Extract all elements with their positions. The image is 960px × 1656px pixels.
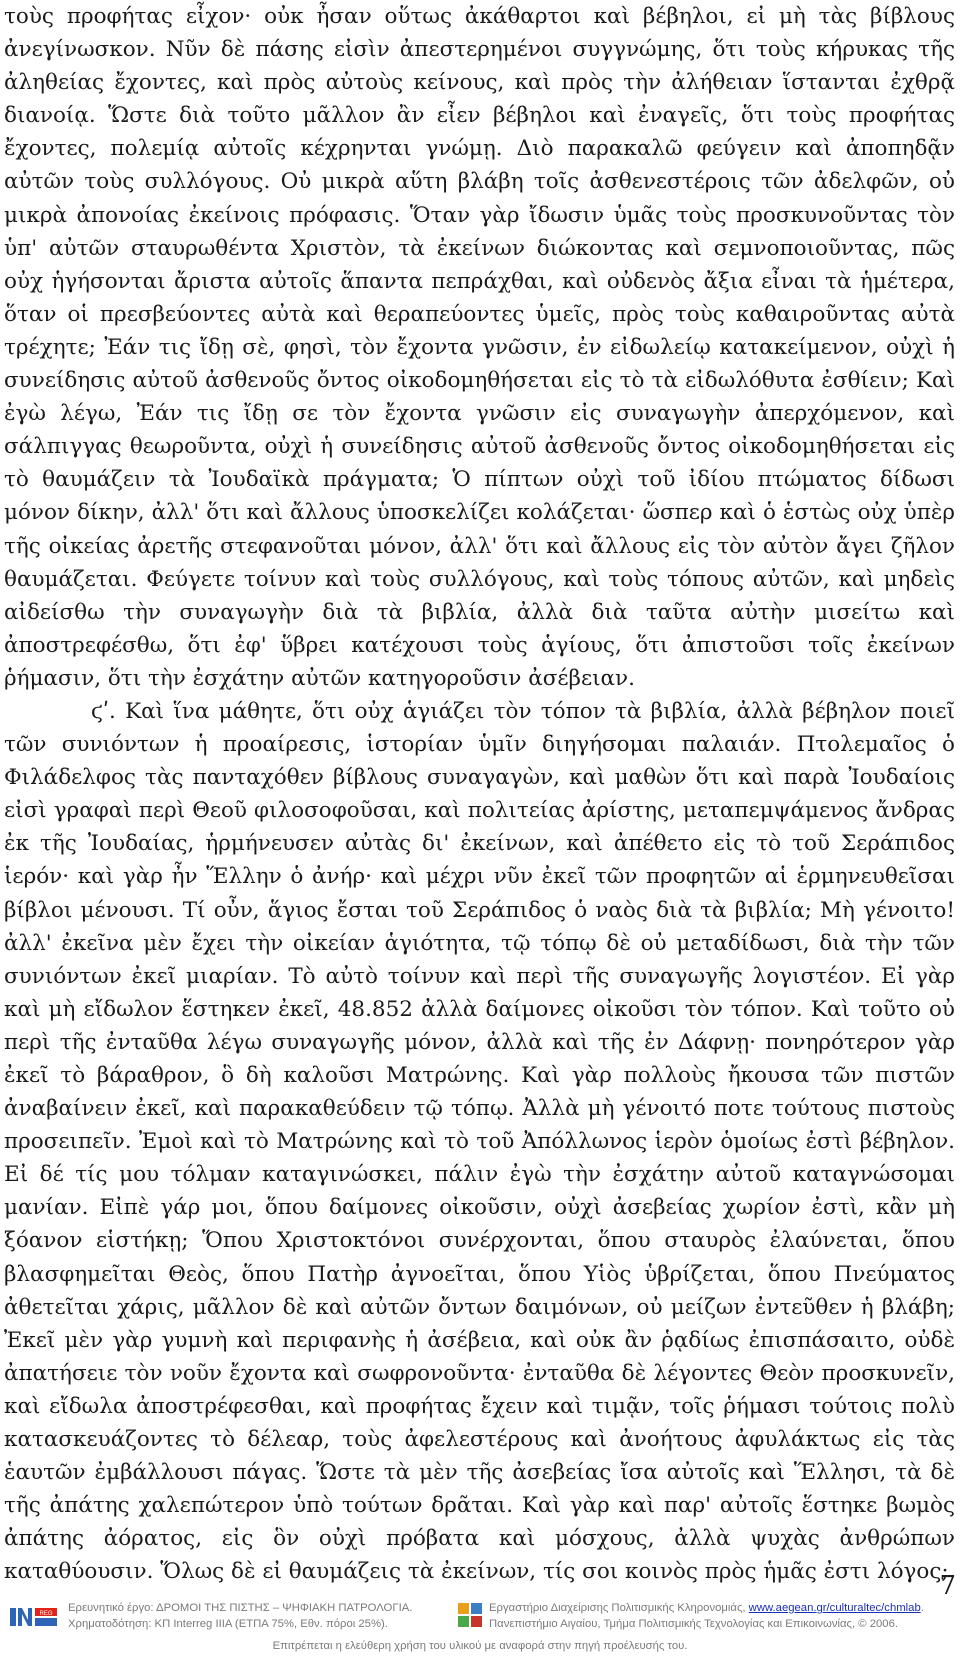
footer-university: Πανεπιστήμιο Αιγαίου, Τμήμα Πολιτισμικής Τεχνολογίας και Επικοινωνίας, © 2006.: [489, 1618, 898, 1630]
footer-project-title: Ερευνητικό έργο: ΔΡΟΜΟΙ ΤΗΣ ΠΙΣΤΗΣ – ΨΗΦΙΑΚΗ ΠΑΤΡΟΛΟΓΙΑ.: [68, 1602, 413, 1614]
footer-funding: Χρηματοδότηση: ΚΠ Interreg IIIA (ΕΤΠΑ 75%, Εθν. πόροι 25%).: [68, 1618, 388, 1630]
footer-lab-name: Εργαστήριο Διαχείρισης Πολιτισμικής Κληρονομιάς,: [489, 1602, 746, 1614]
page-number: 7: [939, 1571, 956, 1601]
document-body: [4, 0, 955, 1589]
footer-lab-suffix: .: [920, 1602, 924, 1614]
lab-website-link[interactable]: www.aegean.gr/culturaltec/chmlab: [748, 1602, 921, 1614]
footer-lab-text: [489, 1600, 924, 1632]
footer-usage-notice: Επιτρέπεται η ελεύθερη χρήση του υλικού με αναφορά στην πηγή προέλευσής του.: [272, 1640, 688, 1652]
interreg-logo-icon: [8, 1604, 60, 1630]
svg-text:REG: REG: [39, 1611, 53, 1617]
footer-project-credit: [8, 1600, 448, 1636]
laboratory-logo-icon: [457, 1602, 483, 1628]
paragraph-continuation: τοὺς προφήτας εἶχον· οὐκ ἦσαν οὕτως ἀκάθαρτοι καὶ βέβηλοι, εἰ μὴ τὰς βίβλους ἀνεγίνωσκον. Νῦν δὲ πάσης εἰσὶν ἀπεστερημένοι συγγνώμης, ὅτι τοὺς κήρυκας τῆς ἀληθείας ἔχοντες, καὶ πρὸς αὐτοὺς κείνους, καὶ πρὸς τὴν ἀλήθειαν ἵστανται ἐχθρᾷ διανοίᾳ. Ὥστε διὰ τοῦτο μᾶλλον ἂν εἶεν βέβηλοι καὶ ἐναγεῖς, ὅτι τοὺς προφήτας ἔχοντες, πολεμίᾳ αὐτοῖς κέχρηνται γνώμῃ. Διὸ παρακαλῶ φεύγειν καὶ ἀποπηδᾷν αὐτῶν τοὺς συλλόγους. Οὐ μικρὰ αὕτη βλάβη τοῖς ἀσθενεστέροις τῶν ἀδελφῶν, οὐ μικρὰ ἀπονοίας ἐκείνοις πρόφασις. Ὅταν γὰρ ἴδωσιν ὑμᾶς τοὺς προσκυνοῦντας τὸν ὑπ' αὐτῶν σταυρωθέντα Χριστὸν, τὰ ἐκείνων διώκοντας καὶ σεμνοποιοῦντας, πῶς οὐχ ἡγήσονται ἄριστα αὐτοῖς ἅπαντα πεπράχθαι, καὶ οὐδενὸς ἄξια εἶναι τὰ ἡμέτερα, ὅταν οἱ πρεσβεύοντες αὐτὰ καὶ θεραπεύοντες ὑμεῖς, πρὸς τοὺς καθαιροῦντας αὐτὰ τρέχητε; Ἐάν τις ἴδῃ σὲ, φησὶ, τὸν ἔχοντα γνῶσιν, ἐν εἰδωλείῳ κατακείμενον, οὐχὶ ἡ συνείδησις αὐτοῦ ἀσθενοῦς ὄντος οἰκοδομηθήσεται εἰς τὸ τὰ εἰδωλόθυτα ἐσθίειν; Καὶ ἐγὼ λέγω, Ἐάν τις ἴδῃ σε τὸν ἔχοντα γνῶσιν εἰς συναγωγὴν ἀπερχόμενον, καὶ σάλπιγγας θεωροῦντα, οὐχὶ ἡ συνείδησις αὐτοῦ ἀσθενοῦς ὄντος οἰκοδομηθήσεται εἰς τὸ θαυμάζειν τὰ Ἰουδαϊκὰ πράγματα; Ὁ πίπτων οὐχὶ τοῦ ἰδίου πτώματος δίδωσι μόνον δίκην, ἀλλ' ὅτι καὶ ἄλλους ὑποσκελίζει κολάζεται· ὥσπερ καὶ ὁ ἑστὼς οὐχ ὑπὲρ τῆς οἰκείας ἀρετῆς στεφανοῦται μόνον, ἀλλ' ὅτι καὶ ἄλλους εἰς τὸν αὐτὸν ἄγει ζῆλον θαυμάζεται. Φεύγετε τοίνυν καὶ τοὺς συλλόγους, καὶ τοὺς τόπους αὐτῶν, καὶ μηδεὶς αἰδείσθω τὴν συναγωγὴν διὰ τὰ βιβλία, ἀλλὰ διὰ ταῦτα αὐτὴν μισείτω καὶ ἀποστρεφέσθω, ὅτι ἐφ' ὕβρει κατέχουσι τοὺς ἁγίους, ὅτι ἀπιστοῦσι τοῖς ἐκείνων ῥήμασιν, ὅτι τὴν ἐσχάτην αὐτῶν κατηγοροῦσιν ἀσέβειαν.: [4, 4, 955, 691]
footer-project-text: [68, 1600, 412, 1632]
footer-lab-credit: [457, 1600, 960, 1636]
footer-lab-line: [489, 1600, 924, 1616]
page-footer: [0, 1598, 960, 1656]
paragraph-section-6: ϛʹ. Καὶ ἵνα μάθητε, ὅτι οὐχ ἁγιάζει τὸν τόπον τὰ βιβλία, ἀλλὰ βέβηλον ποιεῖ τῶν συνιόντων ἡ προαίρεσις, ἱστορίαν ὑμῖν διηγήσομαι παλαιάν. Πτολεμαῖος ὁ Φιλάδελφος τὰς πανταχόθεν βίβλους συναγαγὼν, καὶ μαθὼν ὅτι καὶ παρὰ Ἰουδαίοις εἰσὶ γραφαὶ περὶ Θεοῦ φιλοσοφοῦσαι, καὶ πολιτείας ἀρίστης, μεταπεμψάμενος ἄνδρας ἐκ τῆς Ἰουδαίας, ἡρμήνευσεν αὐτὰς δι' ἐκείνων, καὶ ἀπέθετο εἰς τὸ τοῦ Σεράπιδος ἱερόν· καὶ γὰρ ἦν Ἕλλην ὁ ἀνήρ· καὶ μέχρι νῦν ἐκεῖ τῶν προφητῶν αἱ ἑρμηνευθεῖσαι βίβλοι μένουσι. Τί οὖν, ἅγιος ἔσται τοῦ Σεράπιδος ὁ ναὸς διὰ τὰ βιβλία; Μὴ γένοιτο! ἀλλ' ἐκεῖνα μὲν ἔχει τὴν οἰκείαν ἁγιότητα, τῷ τόπῳ δὲ οὐ μεταδίδωσι, διὰ τὴν τῶν συνιόντων ἐκεῖ μιαρίαν. Τὸ αὐτὸ τοίνυν καὶ περὶ τῆς συναγωγῆς λογιστέον. Εἰ γὰρ καὶ μὴ εἴδωλον ἕστηκεν ἐκεῖ, 48.852 ἀλλὰ δαίμονες οἰκοῦσι τὸν τόπον. Καὶ τοῦτο οὐ περὶ τῆς ἐνταῦθα λέγω συναγωγῆς μόνον, ἀλλὰ καὶ τῆς ἐν Δάφνῃ· πονηρότερον γὰρ ἐκεῖ τὸ βάραθρον, ὃ δὴ καλοῦσι Ματρώνης. Καὶ γὰρ πολλοὺς ἤκουσα τῶν πιστῶν ἀναβαίνειν ἐκεῖ, καὶ παρακαθεύδειν τῷ τόπῳ. Ἀλλὰ μὴ γένοιτό ποτε τούτους πιστοὺς προσειπεῖν. Ἐμοὶ καὶ τὸ Ματρώνης καὶ τὸ τοῦ Ἀπόλλωνος ἱερὸν ὁμοίως ἐστὶ βέβηλον. Εἰ δέ τίς μου τόλμαν καταγινώσκει, πάλιν ἐγὼ τὴν ἐσχάτην αὐτοῦ καταγνώσομαι μανίαν. Εἰπὲ γάρ μοι, ὅπου δαίμονες οἰκοῦσιν, οὐχὶ ἀσεβείας χωρίον ἐστὶ, κἂν μὴ ξόανον εἱστήκῃ; Ὅπου Χριστοκτόνοι συνέρχονται, ὅπου σταυρὸς ἐλαύνεται, ὅπου βλασφημεῖται Θεὸς, ὅπου Πατὴρ ἀγνοεῖται, ὅπου Υἱὸς ὑβρίζεται, ὅπου Πνεύματος ἀθετεῖται χάρις, μᾶλλον δὲ καὶ αὐτῶν ὄντων δαιμόνων, οὐ μείζων ἐντεῦθεν ἡ βλάβη; Ἐκεῖ μὲν γὰρ γυμνὴ καὶ περιφανὴς ἡ ἀσέβεια, καὶ οὐκ ἂν ῥᾳδίως ἐπισπάσαιτο, οὐδὲ ἀπατήσειε τὸν νοῦν ἔχοντα καὶ σωφρονοῦντα· ἐνταῦθα δὲ λέγοντες Θεὸν προσκυνεῖν, καὶ εἴδωλα ἀποστρέφεσθαι, καὶ προφήτας ἔχειν καὶ τιμᾷν, τοῖς ῥήμασι τούτοις πολὺ κατασκευάζοντες τὸ δέλεαρ, τοὺς ἀφελεστέρους καὶ ἀνοήτους ἀφυλάκτως εἰς τὰς ἑαυτῶν ἐμβάλλουσι πάγας. Ὥστε τὰ μὲν τῆς ἀσεβείας ἴσα αὐτοῖς καὶ Ἕλλησι, τὰ δὲ τῆς ἀπάτης χαλεπώτερον ὑπὸ τούτων δρᾶται. Καὶ γὰρ καὶ παρ' αὐτοῖς ἕστηκε βωμὸς ἀπάτης ἀόρατος, εἰς ὃν οὐχὶ πρόβατα καὶ μόσχους, ἀλλὰ ψυχὰς ἀνθρώπων καταθύουσιν. Ὅλως δὲ εἰ θαυμάζεις τὰ ἐκείνων, τίς σοι κοινὸς πρὸς ἡμᾶς ἐστι λόγος;: [4, 698, 955, 1585]
